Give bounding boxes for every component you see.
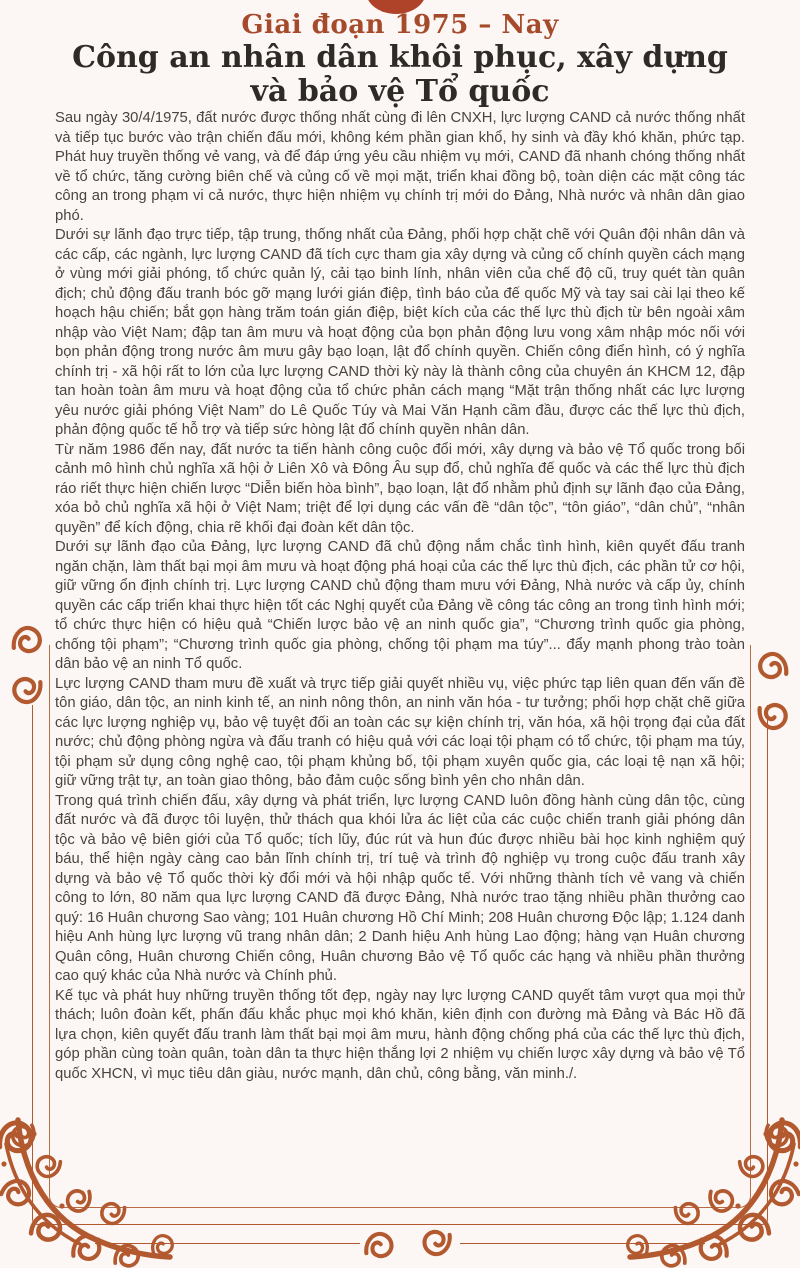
article-paragraph: Dưới sự lãnh đạo của Đảng, lực lượng CAND đã chủ động nắm chắc tình hình, kiên quyết đấu tranh ngăn chặn, làm thất bại mọi âm mưu và hoạt động phá hoại của các thế lực thù địch, các phần tử cơ hội, giữ vững ổn định chính trị. Lực lượng CAND chủ động tham mưu với Đảng, Nhà nước và cấp ủy, chính quyền các cấp triển khai thực hiện tốt các Nghị quyết của Đảng về công tác công an trong tình hình mới; tổ chức thực hiện có hiệu quả “Chiến lược bảo vệ an ninh quốc gia”, “Chương trình quốc gia phòng, chống tội phạm”; “Chương trình quốc gia phòng, chống tội phạm ma túy”... đẩy mạnh phong trào toàn dân bảo vệ an ninh Tổ quốc. — [55, 539, 745, 672]
page-title: Công an nhân dân khôi phục, xây dựng và bảo vệ Tổ quốc — [72, 40, 728, 109]
article-body — [55, 109, 745, 1084]
article-paragraph: Từ năm 1986 đến nay, đất nước ta tiến hành công cuộc đổi mới, xây dựng và bảo vệ Tổ quốc trong bối cảnh mô hình chủ nghĩa xã hội ở Liên Xô và Đông Âu sụp đổ, chủ nghĩa đế quốc và các thế lực thù địch ráo riết thực hiện chiến lược “Diễn biến hòa bình”, bạo loạn, lật đổ nhằm phủ định sự lãnh đạo của Đảng, xóa bỏ chủ nghĩa xã hội ở Việt Nam; triệt để lợi dụng các vấn đề “dân tộc”, “tôn giáo”, “dân chủ”, “nhân quyền” để kích động, chia rẽ khối đại đoàn kết dân tộc. — [55, 441, 745, 536]
article-paragraph: Kế tục và phát huy những truyền thống tốt đẹp, ngày nay lực lượng CAND quyết tâm vượt qua mọi thử thách; luôn đoàn kết, phấn đấu khắc phục mọi khó khăn, kiên định con đường mà Đảng và Bác Hồ đã lựa chọn, kiên quyết đấu tranh làm thất bại mọi âm mưu, hành động chống phá của các thế lực thù địch, góp phần cùng toàn quân, toàn dân ta thực hiện thắng lợi 2 nhiệm vụ chiến lược xây dựng và bảo vệ Tổ quốc XHCN, vì mục tiêu dân giàu, nước mạnh, dân chủ, công bằng, văn minh./. — [55, 987, 745, 1082]
scroll-flourish-right-icon — [750, 650, 790, 734]
scroll-flourish-left-icon — [10, 624, 50, 708]
article-paragraph: Dưới sự lãnh đạo trực tiếp, tập trung, thống nhất của Đảng, phối hợp chặt chẽ với Quân đội nhân dân và các cấp, các ngành, lực lượng CAND đã tích cực tham gia xây dựng và củng cố chính quyền cách mạng ở vùng mới giải phóng, tổ chức quản lý, cải tạo binh lính, nhân viên của chế độ cũ, truy quét tàn quân địch; chủ động đấu tranh bóc gỡ mạng lưới gián điệp, tình báo của đế quốc Mỹ và tay sai cài lại theo kế hoạch hậu chiến; bắt gọn hàng trăm toán gián điệp, biệt kích của các thế lực thù địch từ bên ngoài xâm nhập vào Việt Nam; đập tan âm mưu và hoạt động của bọn phản động lưu vong xâm nhập móc nối với bọn phản động trong nước âm mưu gây bạo loạn, lật đổ chính quyền. Chiến công điển hình, có ý nghĩa chính trị - xã hội rất to lớn của lực lượng CAND thời kỳ này là thành công của chuyên án KHCM 12, đập tan hoàn toàn âm mưu và hoạt động của tổ chức phản cách mạng “Mặt trận thống nhất các lực lượng yêu nước giải phóng Việt Nam” do Lê Quốc Túy và Mai Văn Hạnh cầm đầu, được các thế lực thù địch, phản động quốc tế hỗ trợ và tiếp sức hòng lật đổ chính quyền nhân dân. — [55, 227, 745, 438]
center-scroll-ornament-icon — [360, 1226, 460, 1264]
period-title: Giai đoạn 1975 – Nay — [241, 10, 559, 40]
article-paragraph: Lực lượng CAND tham mưu đề xuất và trực tiếp giải quyết nhiều vụ, việc phức tạp liên quan đến vấn đề tôn giáo, dân tộc, an ninh kinh tế, an ninh nông thôn, an ninh văn hóa - tư tưởng; phối hợp chặt chẽ giữa các lực lượng nghiệp vụ, bảo vệ tuyệt đối an toàn các sự kiện chính trị, văn hóa, xã hội trọng đại của đất nước; chủ động phòng ngừa và đấu tranh có hiệu quả với các loại tội phạm có tổ chức, tội phạm ma túy, tội phạm sử dụng công nghệ cao, tội phạm khủng bố, tội phạm xuyên quốc gia, các loại tệ nạn xã hội; giữ vững trật tự, an toàn giao thông, bảo đảm cuộc sống bình yên cho nhân dân. — [55, 675, 745, 789]
corner-flourish-bottom-right-icon — [628, 1118, 800, 1268]
article-paragraph: Sau ngày 30/4/1975, đất nước được thống nhất cùng đi lên CNXH, lực lượng CAND cả nước thống nhất và tiếp tục bước vào trận chiến đấu mới, không kém phần gian khổ, hy sinh và đầy khó khăn, phức tạp. Phát huy truyền thống vẻ vang, và để đáp ứng yêu cầu nhiệm vụ mới, CAND đã nhanh chóng thống nhất về tổ chức, tăng cường biên chế và củng cố về mọi mặt, triển khai đồng bộ, toàn diện các mặt công tác công an trong phạm vi cả nước, thực hiện nhiệm vụ chính trị mới do Đảng, Nhà nước và nhân dân giao phó. — [55, 110, 745, 224]
article-paragraph: Trong quá trình chiến đấu, xây dựng và phát triển, lực lượng CAND luôn đồng hành cùng dân tộc, cùng đất nước và đã được tôi luyện, thử thách qua khói lửa ác liệt của các cuộc chiến tranh giải phóng dân tộc và bảo vệ biên giới của Tổ quốc; tích lũy, đúc rút và hun đúc được nhiều bài học kinh nghiệm quý báu, thể hiện ngày càng cao bản lĩnh chính trị, trí tuệ và trình độ nghiệp vụ trong cuộc đấu tranh xây dựng và bảo vệ Tổ quốc thời kỳ đổi mới và hội nhập quốc tế. Với những thành tích vẻ vang và chiến công to lớn, 80 năm qua lực lượng CAND đã được Đảng, Nhà nước trao tặng nhiều phần thưởng cao quý: 16 Huân chương Sao vàng; 101 Huân chương Hồ Chí Minh; 208 Huân chương Độc lập; 1.124 danh hiệu Anh hùng lực lượng vũ trang nhân dân; 2 Danh hiệu Anh hùng Lao động; hàng vạn Huân chương Quân công, Huân chương Chiến công, Huân chương Bảo vệ Tổ quốc các hạng và nhiều phần thưởng cao quý khác của Nhà nước và Chính phủ. — [55, 792, 745, 984]
corner-flourish-bottom-left-icon — [0, 1118, 172, 1268]
